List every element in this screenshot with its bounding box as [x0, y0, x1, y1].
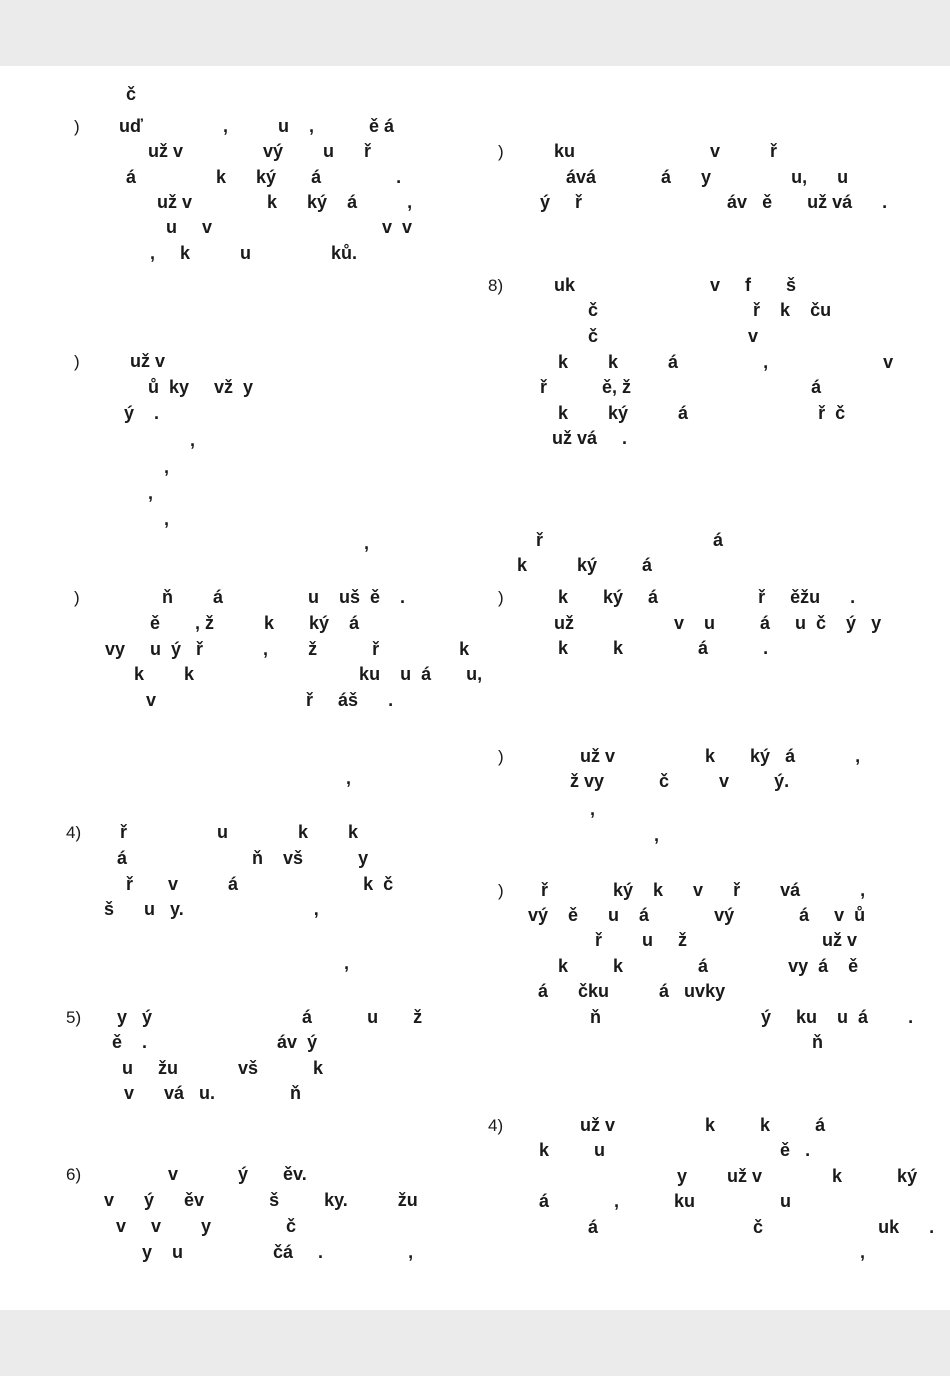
text-line: ř ě, ž á: [540, 377, 822, 397]
list-marker: ): [498, 881, 504, 900]
text-line: , k u ků.: [150, 243, 358, 263]
text-line: k k á .: [558, 638, 769, 658]
list-marker: 6): [66, 1165, 82, 1184]
list-marker: ): [74, 588, 80, 607]
text-line: ř v á k č: [126, 874, 394, 894]
text-line: k ký á ř č: [558, 403, 846, 423]
section-heading: č: [126, 84, 137, 104]
text-line: k k á vy á ě: [558, 956, 859, 976]
text-line: už v: [130, 351, 166, 371]
text-line: k k ku u á u,: [134, 664, 483, 684]
text-line: ává á y u, u: [566, 167, 849, 187]
text-line: ,: [344, 953, 350, 973]
text-line: uk v f š: [554, 275, 797, 295]
text-line: k k á , v: [558, 352, 894, 372]
text-line: á čku á uvky: [538, 981, 726, 1001]
list-marker: 4): [488, 1116, 504, 1135]
text-line: ň: [812, 1032, 823, 1052]
text-line: ,: [148, 483, 154, 503]
text-line: ,: [190, 430, 196, 450]
text-line: k ký á: [517, 555, 653, 575]
text-line: v ý ěv.: [168, 1164, 307, 1184]
text-line: v ý ěv š ky. žu: [104, 1190, 418, 1210]
text-line: už v k ký á ,: [580, 746, 861, 766]
text-line: uď , u , ě á: [119, 116, 394, 136]
text-line: už vá .: [552, 428, 628, 448]
text-line: ,: [654, 825, 660, 845]
list-marker: ): [498, 588, 504, 607]
text-line: ř ký k v ř vá ,: [541, 880, 866, 900]
list-marker: ): [74, 352, 80, 371]
text-line: á k ký á .: [126, 167, 402, 187]
text-line: ,: [860, 1242, 866, 1262]
text-line: ě , ž k ký á: [150, 613, 360, 633]
list-marker: 8): [488, 276, 504, 295]
text-line: vy u ý ř , ž ř k: [105, 639, 470, 659]
text-line: á , ku u: [539, 1191, 792, 1211]
text-line: á č uk .: [588, 1217, 935, 1237]
text-line: y ý á u ž: [117, 1007, 423, 1027]
text-line: u žu vš k: [122, 1058, 324, 1078]
text-line: ř u ž už v: [595, 930, 858, 950]
list-marker: ): [74, 117, 80, 136]
text-line: á ň vš y: [117, 848, 369, 868]
text-line: ň ý ku u á .: [590, 1007, 914, 1027]
text-line: ,: [164, 457, 170, 477]
text-line: v ř áš .: [146, 690, 394, 710]
text-line: č ř k ču: [588, 300, 832, 320]
text-line: k ký á ř ěžu .: [558, 587, 856, 607]
text-line: v vá u. ň: [124, 1083, 302, 1103]
text-line: š u y. ,: [104, 899, 319, 919]
text-line: ů ky vž y: [148, 377, 254, 397]
top-margin-band: [0, 0, 950, 66]
text-line: ,: [364, 533, 370, 553]
text-line: ,: [590, 799, 596, 819]
bottom-margin-band: [0, 1310, 950, 1376]
list-marker: 4): [66, 823, 82, 842]
text-line: u v v v: [166, 217, 413, 237]
text-line: už v k k á: [580, 1115, 826, 1135]
text-line: v v y č: [116, 1216, 297, 1236]
text-line: ku v ř: [554, 141, 778, 161]
list-marker: ): [498, 142, 504, 161]
text-line: ,: [164, 509, 170, 529]
text-line: č v: [588, 326, 759, 346]
text-line: ý ř áv ě už vá .: [540, 192, 888, 212]
list-marker: ): [498, 747, 504, 766]
text-line: y u čá . ,: [142, 1242, 414, 1262]
text-line: k u ě .: [539, 1140, 811, 1160]
text-line: ř á: [536, 530, 724, 550]
text-line: y už v k ký: [677, 1166, 918, 1186]
text-line: ž vy č v ý.: [570, 771, 790, 791]
text-line: už v k ký á ,: [157, 192, 413, 212]
text-line: už v vý u ř: [148, 141, 372, 161]
text-line: vý ě u á vý á v ů: [528, 905, 866, 925]
text-line: ň á u uš ě .: [162, 587, 406, 607]
text-line: ě . áv ý: [112, 1032, 318, 1052]
text-line: už v u á u č ý y: [554, 613, 882, 633]
text-line: ,: [346, 768, 352, 788]
text-line: ý .: [124, 403, 160, 423]
document-page: [0, 66, 950, 1310]
list-marker: 5): [66, 1008, 82, 1027]
text-line: ř u k k: [120, 822, 359, 842]
